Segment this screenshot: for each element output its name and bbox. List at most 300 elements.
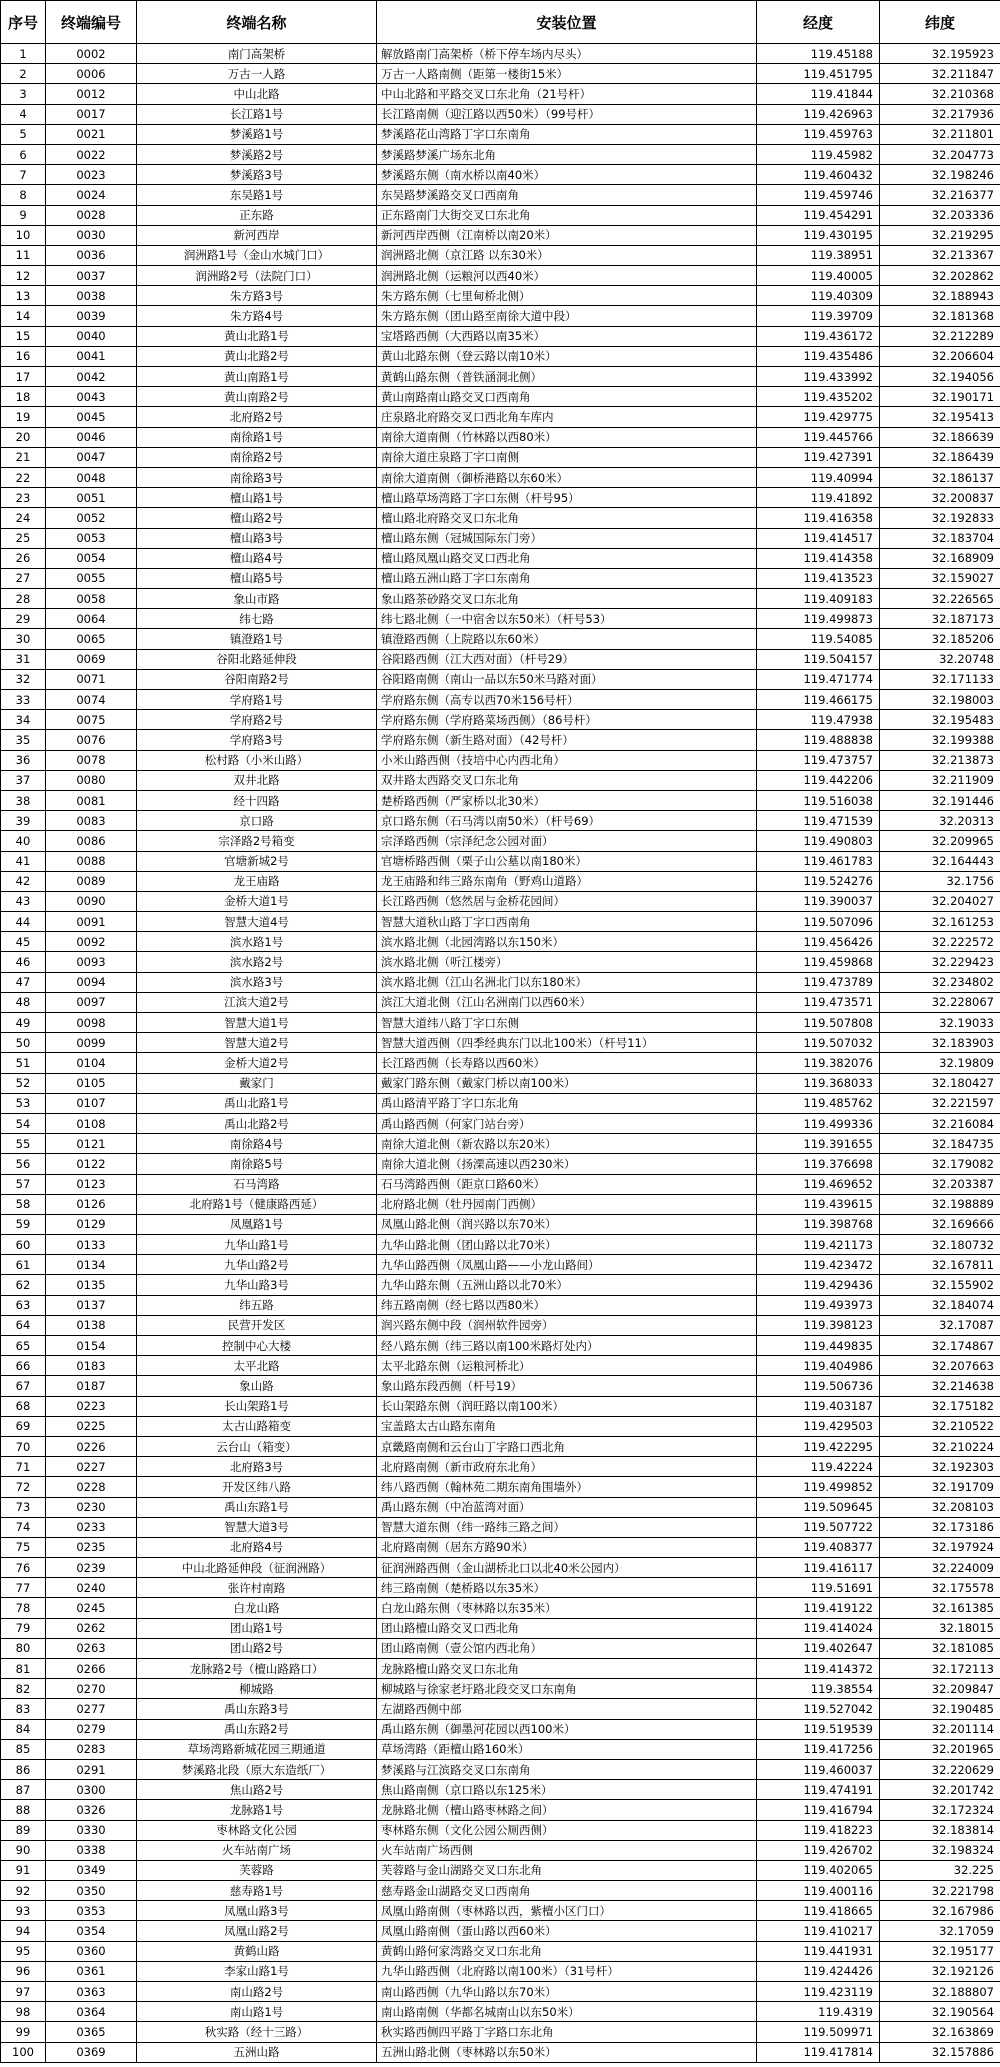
cell-latitude: 32.197924	[880, 1537, 1000, 1557]
cell-terminal-id: 0040	[46, 326, 137, 346]
cell-latitude: 32.211847	[880, 64, 1000, 84]
cell-terminal-name: 柳城路	[137, 1679, 377, 1699]
cell-longitude: 119.441931	[757, 1941, 880, 1961]
cell-terminal-name: 京口路	[137, 811, 377, 831]
cell-terminal-name: 梦溪路3号	[137, 165, 377, 185]
cell-terminal-name: 金桥大道1号	[137, 891, 377, 911]
cell-terminal-id: 0270	[46, 1679, 137, 1699]
cell-install-location: 左湖路西侧中部	[377, 1699, 757, 1719]
cell-longitude: 119.414372	[757, 1659, 880, 1679]
cell-terminal-name: 滨水路1号	[137, 932, 377, 952]
cell-seq: 29	[1, 609, 46, 629]
cell-longitude: 119.416358	[757, 508, 880, 528]
cell-longitude: 119.466175	[757, 690, 880, 710]
table-row	[1, 710, 1000, 730]
cell-latitude: 32.181085	[880, 1638, 1000, 1658]
cell-install-location: 黄山南路南山路交叉口西南角	[377, 387, 757, 407]
cell-latitude: 32.194056	[880, 367, 1000, 387]
cell-install-location: 学府路东侧（学府路菜场西侧）（86号杆）	[377, 710, 757, 730]
cell-longitude: 119.454291	[757, 205, 880, 225]
cell-longitude: 119.509645	[757, 1497, 880, 1517]
cell-terminal-name: 火车站南广场	[137, 1840, 377, 1860]
cell-install-location: 征润洲路西侧（金山湖桥北口以北40米公园内）	[377, 1558, 757, 1578]
cell-latitude: 32.190171	[880, 387, 1000, 407]
cell-seq: 9	[1, 205, 46, 225]
cell-install-location: 南徐大道北侧（新农路以东20米）	[377, 1134, 757, 1154]
cell-seq: 17	[1, 367, 46, 387]
table-row	[1, 811, 1000, 831]
cell-terminal-name: 戴家门	[137, 1073, 377, 1093]
cell-longitude: 119.40005	[757, 266, 880, 286]
cell-latitude: 32.198889	[880, 1194, 1000, 1214]
table-row	[1, 1457, 1000, 1477]
cell-longitude: 119.416117	[757, 1558, 880, 1578]
cell-seq: 98	[1, 2002, 46, 2022]
cell-install-location: 庄泉路北府路交叉口西北角车库内	[377, 407, 757, 427]
cell-terminal-id: 0137	[46, 1295, 137, 1315]
table-row	[1, 1275, 1000, 1295]
cell-seq: 15	[1, 326, 46, 346]
cell-latitude: 32.211801	[880, 124, 1000, 144]
cell-seq: 33	[1, 690, 46, 710]
cell-terminal-id: 0090	[46, 891, 137, 911]
cell-install-location: 南徐大道南侧（竹林路以西80米）	[377, 427, 757, 447]
table-row	[1, 1194, 1000, 1214]
cell-longitude: 119.413523	[757, 568, 880, 588]
table-row	[1, 871, 1000, 891]
cell-latitude: 32.180732	[880, 1235, 1000, 1255]
cell-seq: 54	[1, 1113, 46, 1133]
cell-seq: 51	[1, 1053, 46, 1073]
cell-terminal-id: 0350	[46, 1881, 137, 1901]
cell-latitude: 32.201742	[880, 1780, 1000, 1800]
cell-latitude: 32.171133	[880, 669, 1000, 689]
cell-terminal-id: 0046	[46, 427, 137, 447]
table-row	[1, 286, 1000, 306]
cell-seq: 87	[1, 1780, 46, 1800]
cell-terminal-id: 0126	[46, 1194, 137, 1214]
header-terminal-id: 终端编号	[46, 1, 137, 44]
cell-terminal-id: 0089	[46, 871, 137, 891]
cell-terminal-name: 九华山路3号	[137, 1275, 377, 1295]
cell-install-location: 润兴路东侧中段（润州软件园旁）	[377, 1315, 757, 1335]
cell-terminal-name: 南徐路3号	[137, 467, 377, 487]
cell-seq: 41	[1, 851, 46, 871]
cell-latitude: 32.204027	[880, 891, 1000, 911]
table-row	[1, 326, 1000, 346]
cell-seq: 2	[1, 64, 46, 84]
cell-terminal-id: 0361	[46, 1961, 137, 1981]
cell-terminal-id: 0330	[46, 1820, 137, 1840]
table-row	[1, 649, 1000, 669]
cell-terminal-name: 九华山路1号	[137, 1235, 377, 1255]
cell-terminal-id: 0230	[46, 1497, 137, 1517]
cell-latitude: 32.19033	[880, 1013, 1000, 1033]
cell-seq: 85	[1, 1739, 46, 1759]
cell-latitude: 32.202862	[880, 266, 1000, 286]
cell-longitude: 119.507808	[757, 1013, 880, 1033]
cell-latitude: 32.204773	[880, 144, 1000, 164]
cell-terminal-name: 梦溪路2号	[137, 144, 377, 164]
cell-latitude: 32.208103	[880, 1497, 1000, 1517]
cell-seq: 75	[1, 1537, 46, 1557]
cell-install-location: 滨水路北侧（北园湾路以东150米）	[377, 932, 757, 952]
cell-terminal-name: 东吴路1号	[137, 185, 377, 205]
cell-seq: 14	[1, 306, 46, 326]
cell-terminal-name: 黄山南路1号	[137, 367, 377, 387]
cell-latitude: 32.172113	[880, 1659, 1000, 1679]
cell-terminal-name: 南门高架桥	[137, 44, 377, 64]
cell-install-location: 龙脉路北侧（檀山路枣林路之间）	[377, 1800, 757, 1820]
header-seq: 序号	[1, 1, 46, 44]
cell-longitude: 119.516038	[757, 790, 880, 810]
cell-longitude: 119.422295	[757, 1436, 880, 1456]
cell-seq: 28	[1, 589, 46, 609]
cell-seq: 48	[1, 992, 46, 1012]
table-row	[1, 1497, 1000, 1517]
cell-install-location: 长江路南侧（迎江路以西50米）（99号杆）	[377, 104, 757, 124]
cell-longitude: 119.459746	[757, 185, 880, 205]
table-row	[1, 548, 1000, 568]
cell-install-location: 学府路东侧（高专以西70米156号杆）	[377, 690, 757, 710]
cell-terminal-name: 黄鹤山路	[137, 1941, 377, 1961]
cell-terminal-id: 0300	[46, 1780, 137, 1800]
cell-install-location: 梦溪路梦溪广场东北角	[377, 144, 757, 164]
cell-seq: 52	[1, 1073, 46, 1093]
cell-install-location: 小米山路西侧（技培中心内西北角）	[377, 750, 757, 770]
cell-terminal-id: 0354	[46, 1921, 137, 1941]
cell-install-location: 石马湾路西侧（距京口路60米）	[377, 1174, 757, 1194]
cell-terminal-id: 0030	[46, 225, 137, 245]
cell-install-location: 纬三路南侧（楚桥路以东35米）	[377, 1578, 757, 1598]
cell-longitude: 119.38554	[757, 1679, 880, 1699]
table-body	[1, 44, 1000, 2063]
cell-latitude: 32.175182	[880, 1396, 1000, 1416]
cell-latitude: 32.192303	[880, 1457, 1000, 1477]
cell-seq: 27	[1, 568, 46, 588]
cell-install-location: 焦山路南侧（京口路以东125米）	[377, 1780, 757, 1800]
cell-terminal-id: 0071	[46, 669, 137, 689]
cell-latitude: 32.191446	[880, 790, 1000, 810]
table-row	[1, 488, 1000, 508]
cell-longitude: 119.507032	[757, 1033, 880, 1053]
cell-terminal-name: 李家山路1号	[137, 1961, 377, 1981]
cell-seq: 26	[1, 548, 46, 568]
cell-seq: 8	[1, 185, 46, 205]
cell-terminal-id: 0065	[46, 629, 137, 649]
cell-terminal-id: 0069	[46, 649, 137, 669]
table-row	[1, 1315, 1000, 1335]
cell-install-location: 朱方路东侧（七里甸桥北侧）	[377, 286, 757, 306]
cell-terminal-name: 民营开发区	[137, 1315, 377, 1335]
cell-install-location: 草场湾路（距檀山路160米）	[377, 1739, 757, 1759]
cell-terminal-name: 润洲路1号（金山水城门口）	[137, 245, 377, 265]
cell-longitude: 119.436172	[757, 326, 880, 346]
cell-terminal-name: 五洲山路	[137, 2042, 377, 2062]
cell-install-location: 北府路南侧（居东方路90米）	[377, 1537, 757, 1557]
cell-latitude: 32.188943	[880, 286, 1000, 306]
cell-seq: 39	[1, 811, 46, 831]
cell-latitude: 32.198003	[880, 690, 1000, 710]
cell-terminal-name: 梦溪路北段（原大东造纸厂）	[137, 1759, 377, 1779]
cell-latitude: 32.179082	[880, 1154, 1000, 1174]
cell-latitude: 32.191709	[880, 1477, 1000, 1497]
cell-install-location: 象山路茶砂路交叉口东北角	[377, 589, 757, 609]
cell-terminal-id: 0097	[46, 992, 137, 1012]
cell-terminal-id: 0074	[46, 690, 137, 710]
cell-terminal-id: 0360	[46, 1941, 137, 1961]
cell-terminal-id: 0107	[46, 1093, 137, 1113]
cell-seq: 86	[1, 1759, 46, 1779]
cell-terminal-id: 0349	[46, 1860, 137, 1880]
cell-install-location: 官塘桥路西侧（栗子山公墓以南180米）	[377, 851, 757, 871]
cell-longitude: 119.490803	[757, 831, 880, 851]
cell-latitude: 32.167811	[880, 1255, 1000, 1275]
cell-longitude: 119.504157	[757, 649, 880, 669]
cell-terminal-name: 金桥大道2号	[137, 1053, 377, 1073]
table-row	[1, 730, 1000, 750]
cell-seq: 97	[1, 1982, 46, 2002]
cell-longitude: 119.390037	[757, 891, 880, 911]
cell-terminal-name: 智慧大道1号	[137, 1013, 377, 1033]
cell-terminal-name: 禹山北路1号	[137, 1093, 377, 1113]
cell-terminal-id: 0154	[46, 1336, 137, 1356]
table-row	[1, 2002, 1000, 2022]
cell-longitude: 119.473571	[757, 992, 880, 1012]
table-row	[1, 1881, 1000, 1901]
cell-seq: 73	[1, 1497, 46, 1517]
cell-install-location: 谷阳路南侧（南山一品以东50米马路对面）	[377, 669, 757, 689]
cell-install-location: 京畿路南侧和云台山丁字路口西北角	[377, 1436, 757, 1456]
cell-terminal-name: 禹山东路1号	[137, 1497, 377, 1517]
cell-seq: 24	[1, 508, 46, 528]
table-row	[1, 992, 1000, 1012]
cell-terminal-id: 0075	[46, 710, 137, 730]
cell-longitude: 119.429503	[757, 1416, 880, 1436]
cell-terminal-id: 0183	[46, 1356, 137, 1376]
cell-terminal-name: 中山北路延伸段（征润洲路）	[137, 1558, 377, 1578]
cell-seq: 99	[1, 2022, 46, 2042]
cell-terminal-id: 0017	[46, 104, 137, 124]
cell-install-location: 九华山路西侧（凤凰山路——小龙山路间）	[377, 1255, 757, 1275]
cell-terminal-id: 0104	[46, 1053, 137, 1073]
cell-seq: 72	[1, 1477, 46, 1497]
cell-seq: 23	[1, 488, 46, 508]
cell-install-location: 南徐大道庄泉路丁字口南侧	[377, 447, 757, 467]
cell-terminal-name: 长山架路1号	[137, 1396, 377, 1416]
cell-terminal-name: 开发区纬八路	[137, 1477, 377, 1497]
cell-terminal-name: 谷阳南路2号	[137, 669, 377, 689]
cell-terminal-name: 团山路2号	[137, 1638, 377, 1658]
cell-seq: 57	[1, 1174, 46, 1194]
cell-seq: 35	[1, 730, 46, 750]
cell-terminal-id: 0338	[46, 1840, 137, 1860]
cell-latitude: 32.211909	[880, 770, 1000, 790]
cell-longitude: 119.398768	[757, 1214, 880, 1234]
cell-latitude: 32.229423	[880, 952, 1000, 972]
cell-latitude: 32.20313	[880, 811, 1000, 831]
table-row	[1, 629, 1000, 649]
cell-longitude: 119.429775	[757, 407, 880, 427]
table-row	[1, 1941, 1000, 1961]
cell-seq: 90	[1, 1840, 46, 1860]
cell-terminal-id: 0262	[46, 1618, 137, 1638]
table-row	[1, 770, 1000, 790]
table-row	[1, 1113, 1000, 1133]
cell-install-location: 智慧大道秋山路丁字口西南角	[377, 912, 757, 932]
table-row	[1, 1558, 1000, 1578]
table-row	[1, 972, 1000, 992]
table-row	[1, 1073, 1000, 1093]
cell-seq: 58	[1, 1194, 46, 1214]
cell-terminal-name: 檀山路5号	[137, 568, 377, 588]
table-row	[1, 447, 1000, 467]
cell-install-location: 黄山北路东侧（登云路以南10米）	[377, 346, 757, 366]
cell-seq: 31	[1, 649, 46, 669]
cell-install-location: 秋实路西侧四平路丁字路口东北角	[377, 2022, 757, 2042]
cell-latitude: 32.188807	[880, 1982, 1000, 2002]
cell-seq: 12	[1, 266, 46, 286]
cell-latitude: 32.181368	[880, 306, 1000, 326]
cell-terminal-name: 松村路（小米山路）	[137, 750, 377, 770]
table-row	[1, 1901, 1000, 1921]
cell-seq: 92	[1, 1881, 46, 1901]
table-row	[1, 467, 1000, 487]
table-row	[1, 1921, 1000, 1941]
table-row	[1, 1154, 1000, 1174]
cell-terminal-name: 九华山路2号	[137, 1255, 377, 1275]
cell-terminal-id: 0041	[46, 346, 137, 366]
cell-latitude: 32.219295	[880, 225, 1000, 245]
cell-terminal-name: 石马湾路	[137, 1174, 377, 1194]
cell-latitude: 32.163869	[880, 2022, 1000, 2042]
cell-longitude: 119.382076	[757, 1053, 880, 1073]
cell-latitude: 32.175578	[880, 1578, 1000, 1598]
cell-terminal-id: 0078	[46, 750, 137, 770]
cell-terminal-name: 南徐路2号	[137, 447, 377, 467]
cell-install-location: 宗泽路西侧（宗泽纪念公园对面）	[377, 831, 757, 851]
cell-terminal-name: 象山路	[137, 1376, 377, 1396]
table-row	[1, 831, 1000, 851]
cell-latitude: 32.209965	[880, 831, 1000, 851]
table-row	[1, 1477, 1000, 1497]
cell-seq: 100	[1, 2042, 46, 2062]
cell-longitude: 119.461783	[757, 851, 880, 871]
table-row	[1, 1598, 1000, 1618]
cell-latitude: 32.206604	[880, 346, 1000, 366]
cell-terminal-name: 黄山南路2号	[137, 387, 377, 407]
cell-terminal-name: 檀山路4号	[137, 548, 377, 568]
table-row	[1, 1436, 1000, 1456]
cell-seq: 32	[1, 669, 46, 689]
cell-install-location: 檀山路草场湾路丁字口东侧（杆号95）	[377, 488, 757, 508]
cell-install-location: 九华山路西侧（北府路以南100米）（31号杆）	[377, 1961, 757, 1981]
table-row	[1, 690, 1000, 710]
cell-latitude: 32.195923	[880, 44, 1000, 64]
cell-install-location: 凤凰山路北侧（润兴路以东70米）	[377, 1214, 757, 1234]
cell-longitude: 119.402065	[757, 1860, 880, 1880]
cell-install-location: 滨水路北侧（江山名洲北门以东180米）	[377, 972, 757, 992]
cell-seq: 19	[1, 407, 46, 427]
cell-longitude: 119.493973	[757, 1295, 880, 1315]
cell-seq: 74	[1, 1517, 46, 1537]
cell-longitude: 119.400116	[757, 1881, 880, 1901]
cell-terminal-id: 0093	[46, 952, 137, 972]
cell-seq: 84	[1, 1719, 46, 1739]
table-row	[1, 225, 1000, 245]
cell-terminal-id: 0226	[46, 1436, 137, 1456]
cell-latitude: 32.161385	[880, 1598, 1000, 1618]
cell-seq: 47	[1, 972, 46, 992]
cell-install-location: 智慧大道西侧（四季经典东门以北100米）（杆号11）	[377, 1033, 757, 1053]
cell-terminal-id: 0080	[46, 770, 137, 790]
header-install-location: 安装位置	[377, 1, 757, 44]
cell-seq: 96	[1, 1961, 46, 1981]
cell-terminal-name: 学府路2号	[137, 710, 377, 730]
cell-install-location: 南徐大道北侧（扬溧高速以西230米）	[377, 1154, 757, 1174]
cell-longitude: 119.426963	[757, 104, 880, 124]
cell-terminal-id: 0098	[46, 1013, 137, 1033]
cell-longitude: 119.40309	[757, 286, 880, 306]
table-row	[1, 346, 1000, 366]
cell-install-location: 禹山路东侧（御墨河花园以西100米）	[377, 1719, 757, 1739]
cell-longitude: 119.402647	[757, 1638, 880, 1658]
cell-terminal-name: 禹山东路2号	[137, 1719, 377, 1739]
cell-longitude: 119.469652	[757, 1174, 880, 1194]
cell-longitude: 119.423119	[757, 1982, 880, 2002]
cell-latitude: 32.221597	[880, 1093, 1000, 1113]
cell-latitude: 32.217936	[880, 104, 1000, 124]
cell-terminal-id: 0129	[46, 1214, 137, 1234]
cell-longitude: 119.51691	[757, 1578, 880, 1598]
table-row	[1, 1679, 1000, 1699]
cell-install-location: 九华山路北侧（团山路以北70米）	[377, 1235, 757, 1255]
cell-terminal-id: 0138	[46, 1315, 137, 1335]
cell-terminal-id: 0365	[46, 2022, 137, 2042]
cell-seq: 44	[1, 912, 46, 932]
table-row	[1, 1235, 1000, 1255]
cell-seq: 55	[1, 1134, 46, 1154]
cell-latitude: 32.198324	[880, 1840, 1000, 1860]
table-row	[1, 1396, 1000, 1416]
header-terminal-name: 终端名称	[137, 1, 377, 44]
cell-latitude: 32.183704	[880, 528, 1000, 548]
cell-longitude: 119.507096	[757, 912, 880, 932]
cell-terminal-id: 0279	[46, 1719, 137, 1739]
cell-install-location: 谷阳路西侧（江大西对面）（杆号29）	[377, 649, 757, 669]
cell-seq: 22	[1, 467, 46, 487]
table-row	[1, 407, 1000, 427]
cell-terminal-name: 江滨大道2号	[137, 992, 377, 1012]
cell-terminal-name: 檀山路1号	[137, 488, 377, 508]
cell-terminal-id: 0054	[46, 548, 137, 568]
cell-longitude: 119.459763	[757, 124, 880, 144]
cell-longitude: 119.410217	[757, 1921, 880, 1941]
cell-longitude: 119.471774	[757, 669, 880, 689]
table-row	[1, 1699, 1000, 1719]
cell-terminal-name: 正东路	[137, 205, 377, 225]
cell-install-location: 梦溪路东侧（南水桥以南40米）	[377, 165, 757, 185]
cell-seq: 36	[1, 750, 46, 770]
cell-install-location: 润洲路北侧（京江路 以东30米）	[377, 245, 757, 265]
table-row	[1, 2042, 1000, 2062]
cell-longitude: 119.506736	[757, 1376, 880, 1396]
cell-latitude: 32.167986	[880, 1901, 1000, 1921]
cell-terminal-id: 0223	[46, 1396, 137, 1416]
table-row	[1, 1517, 1000, 1537]
cell-install-location: 长山架路东侧（润旺路以南100米）	[377, 1396, 757, 1416]
cell-terminal-name: 南徐路1号	[137, 427, 377, 447]
